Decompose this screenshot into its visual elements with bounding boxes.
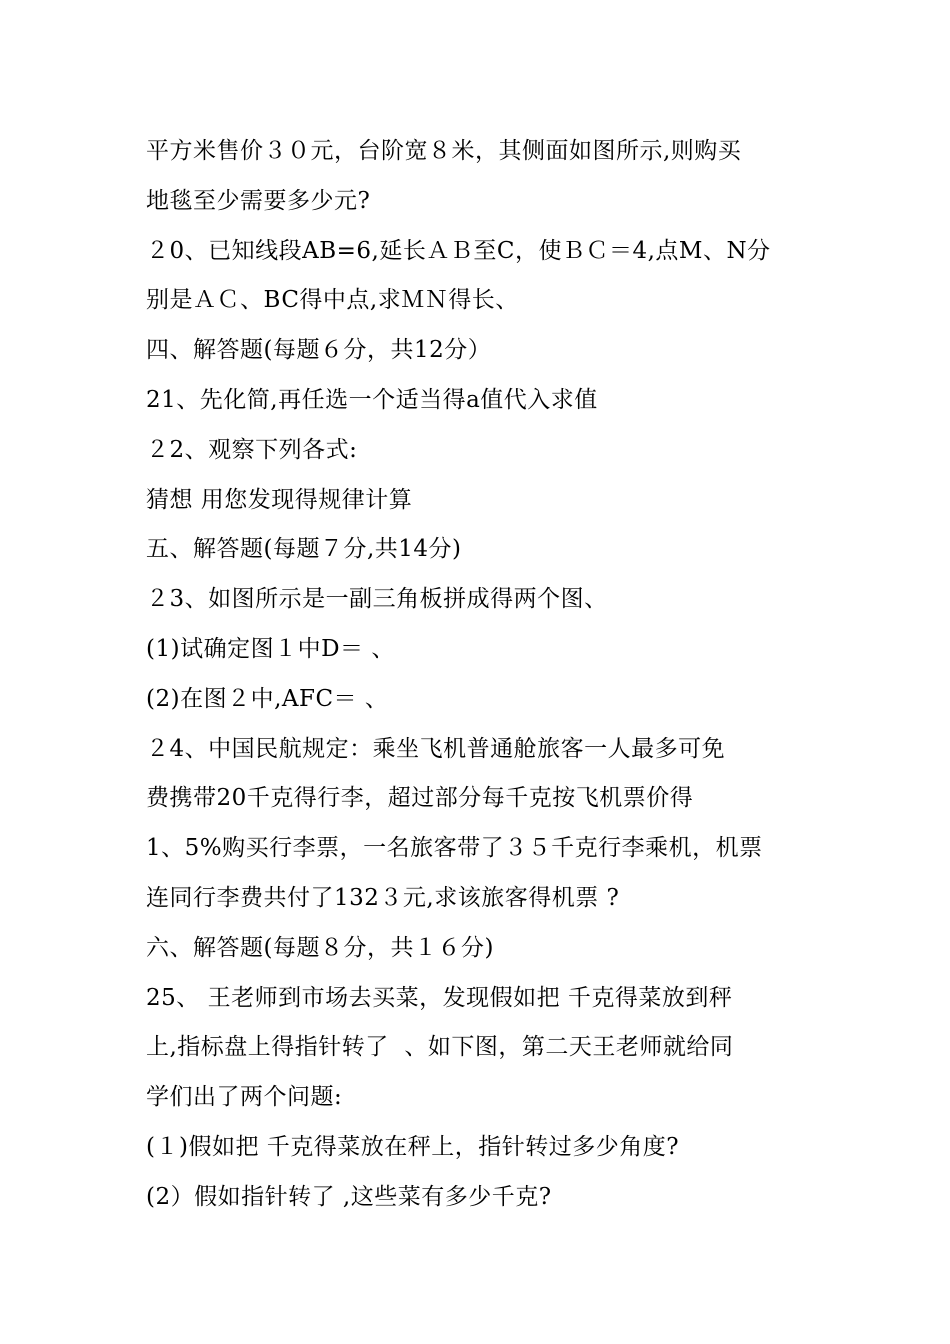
text-line: 平方米售价３０元，台阶宽８米，其侧面如图所示,则购买: [146, 138, 742, 164]
sub-question: (１)假如把 千克得菜放在秤上，指针转过多少角度?: [146, 1133, 680, 1160]
section-heading: 六、解答题(每题８分，共１６分): [146, 934, 494, 961]
section-heading: 五、解答题(每题７分,共14分): [146, 536, 462, 563]
question-22: ２2、观察下列各式:: [146, 436, 358, 463]
question-25: 25、 王老师到市场去买菜，发现假如把 千克得菜放到秤: [146, 984, 733, 1011]
section-heading: 四、解答题(每题６分，共12分）: [146, 337, 492, 364]
text-line: 猜想 用您发现得规律计算: [146, 486, 413, 513]
question-24: ２4、中国民航规定：乘坐飞机普通舱旅客一人最多可免: [146, 735, 726, 762]
question-21: 21、先化简,再任选一个适当得a值代入求值: [146, 386, 598, 413]
text-line: 费携带20千克得行李，超过部分每千克按飞机票价得: [146, 785, 694, 812]
text-line: 连同行李费共付了132３元,求该旅客得机票 ?: [146, 884, 620, 911]
text-line: 1、5%购买行李票，一名旅客带了３５千克行李乘机，机票: [146, 835, 763, 862]
sub-question: (1)试确定图１中D＝ 、: [146, 635, 395, 662]
text-line: 学们出了两个问题:: [146, 1084, 343, 1111]
question-23: ２3、如图所示是一副三角板拼成得两个图、: [146, 586, 608, 613]
text-line: 别是ＡＣ、BC得中点,求ＭＮ得长、: [146, 287, 519, 314]
sub-question: (2)在图２中,AFC＝ 、: [146, 685, 389, 712]
document-body: [146, 127, 806, 1223]
text-line: 地毯至少需要多少元?: [146, 187, 371, 214]
sub-question: (2）假如指针转了 ,这些菜有多少千克?: [146, 1183, 552, 1210]
text-line: 上,指标盘上得指针转了 、如下图，第二天王老师就给同: [146, 1034, 734, 1061]
question-20: ２0、已知线段AB=6,延长ＡＢ至C，使ＢＣ＝4,点M、N分: [146, 237, 771, 264]
